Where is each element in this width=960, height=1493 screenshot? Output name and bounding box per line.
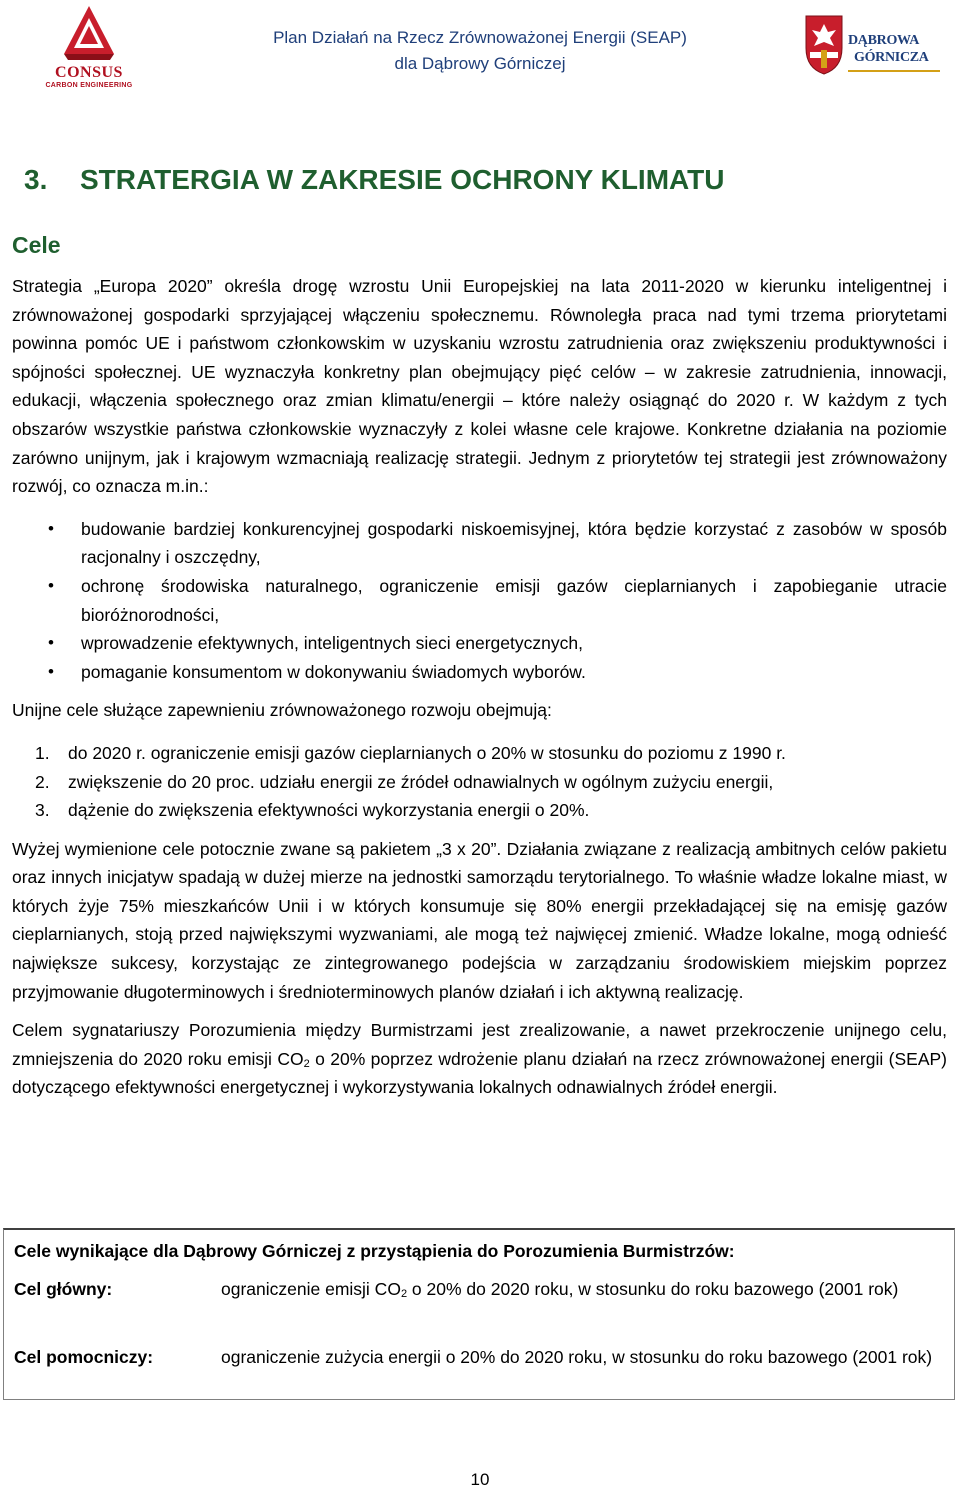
header-title-line1: Plan Działań na Rzecz Zrównoważonej Energii (SEAP) — [273, 28, 687, 47]
city-logo-line1: DĄBROWA — [848, 33, 920, 48]
header-title-line2: dla Dąbrowy Górniczej — [394, 54, 566, 73]
dabrowa-gornicza-logo — [804, 14, 944, 84]
co2-subscript: 2 — [400, 1288, 408, 1300]
item-text: zwiększenie do 20 proc. udziału energii ze źródeł odnawialnych w ogólnym zużyciu energii, — [68, 771, 774, 792]
item-number: 1. — [35, 742, 50, 763]
package-paragraph: Wyżej wymienione cele potocznie zwane są pakietem „3 x 20”. Działania związane z realizacją ambitnych celów pakietu oraz innych inicjatyw spadają w dużej mierze na jednostki samorządu terytorialnego. To właśnie władze lokalne miast, w których żyje 75% mieszkańców Unii i w których konsumuje się 80% energii przekładającej się na emisję gazów cieplarnianych, stoją przed największymi wyzwaniami, ale mogą też najwięcej zmienić. Władze lokalne, mogą odnieść największe sukcesy, korzystając ze zintegrowanego podejścia w zarządzaniu środowiskiem miejskim poprzez przyjmowanie długoterminowych i średnioterminowych planów działań i ich aktywną realizację. — [12, 838, 947, 1002]
section-title: STRATERGIA W ZAKRESIE OCHRONY KLIMATU — [80, 164, 725, 195]
bullet-item: • ochronę środowiska naturalnego, ograniczenie emisji gazów cieplarnianych i zapobieganie utracie bioróżnorodności, — [12, 572, 947, 629]
goals-box-title: Cele wynikające dla Dąbrowy Górniczej z przystąpienia do Porozumienia Burmistrzów: — [14, 1241, 735, 1261]
covenant-paragraph — [12, 1016, 947, 1102]
main-goal-label: Cel główny: — [14, 1279, 113, 1299]
consus-logo — [36, 4, 142, 92]
main-goal-text-before: ograniczenie emisji CO — [221, 1279, 401, 1299]
numbered-item — [12, 739, 947, 768]
document-header-title — [210, 25, 750, 77]
consus-logo-name: CONSUS — [55, 64, 123, 81]
bullet-item: • budowanie bardziej konkurencyjnej gospodarki niskoemisyjnej, która będzie korzystać z zasobów w sposób racjonalny i oszczędny, — [12, 515, 947, 572]
item-text: do 2020 r. ograniczenie emisji gazów cieplarnianych o 20% w stosunku do poziomu z 1990 r. — [68, 742, 786, 763]
page-content — [12, 160, 947, 1102]
covenant-text-before: Celem sygnatariuszy Porozumienia między Burmistrzami jest zrealizowanie, a nawet przekroczenie unijnego celu, zmniejszenia do 2020 roku emisji CO — [12, 1020, 947, 1069]
main-goal-text-after: o 20% do 2020 roku, w stosunku do roku bazowego (2001 rok) — [407, 1279, 899, 1299]
consus-mark-icon — [62, 4, 116, 62]
page-number: 10 — [470, 1470, 490, 1489]
section-number: 3. — [24, 164, 48, 195]
city-logo-line2: GÓRNICZA — [854, 50, 929, 65]
item-number: 3. — [35, 800, 50, 821]
aux-goal-label: Cel pomocniczy: — [14, 1347, 154, 1367]
co2-subscript: 2 — [303, 1057, 310, 1070]
section-heading — [12, 160, 947, 200]
bullet-item: • wprowadzenie efektywnych, inteligentnych sieci energetycznych, — [12, 629, 947, 658]
city-coat-of-arms-icon — [804, 14, 844, 76]
intro-paragraph: Strategia „Europa 2020” określa drogę wzrostu Unii Europejskiej na lata 2011-2020 w kierunku inteligentnej i zrównoważonej gospodarki sprzyjającej włączeniu społecznemu. Równoległa praca nad tymi trzema priorytetami powinna pomóc UE i państwom członkowskim w uzyskaniu wzrostu zatrudnienia oraz zwiększeniu produktywności i spójności społecznej. UE wyznaczyła konkretny plan obejmujący pięć celów – w zakresie zatrudnienia, innowacji, edukacji, włączenia społecznego oraz zmian klimatu/energii – które należy osiągnąć do 2020 r. W każdym z tych obszarów wszystkie państwa członkowskie wyznaczyły z kolei własne cele krajowe. Konkretne działania na poziomie zarówno unijnym, jak i krajowym wzmacniają realizację strategii. Jednym z priorytetów tej strategii jest zrównoważony rozwój, co oznacza m.in.: — [12, 276, 947, 497]
covenant-text-after: o 20% poprzez wdrożenie planu działań na rzecz zrównoważonej energii (SEAP) dotyczącego efektywności energetycznej i wykorzystywania lokalnych odnawialnych źródeł energii. — [12, 1048, 947, 1098]
consus-logo-subtitle: CARBON ENGINEERING — [45, 82, 133, 89]
eu-goals-list — [12, 739, 947, 825]
goals-box — [3, 1228, 955, 1400]
subheading-cele: Cele — [12, 232, 61, 258]
city-logo-text — [848, 32, 929, 66]
main-goal-value — [221, 1275, 948, 1304]
aux-goal-value: ograniczenie zużycia energii o 20% do 2020 roku, w stosunku do roku bazowego (2001 rok) — [221, 1347, 933, 1367]
numbered-item — [12, 796, 947, 825]
city-logo-underline — [848, 70, 940, 72]
bullet-item: • pomaganie konsumentom w dokonywaniu świadomych wyborów. — [12, 658, 947, 687]
item-number: 2. — [35, 771, 50, 792]
page-header — [0, 0, 960, 100]
eu-goals-intro: Unijne cele służące zapewnieniu zrównoważonego rozwoju obejmują: — [12, 700, 552, 721]
item-text: dążenie do zwiększenia efektywności wykorzystania energii o 20%. — [68, 800, 590, 821]
sustainability-bullet-list — [12, 515, 947, 687]
numbered-item — [12, 768, 947, 797]
